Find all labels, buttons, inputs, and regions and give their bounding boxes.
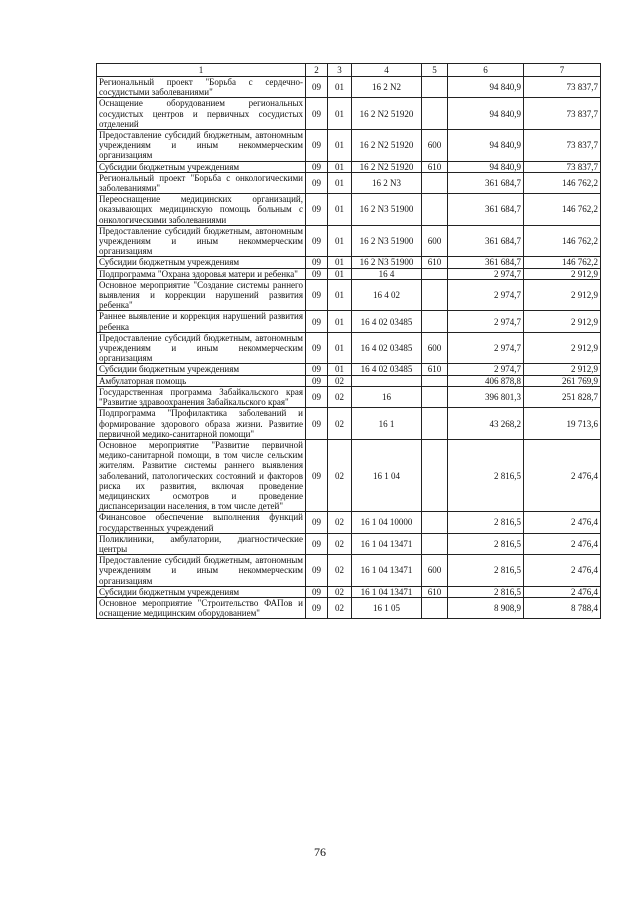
target-article-cell: 16 1 04: [352, 439, 422, 511]
subsection-cell: 01: [328, 161, 352, 172]
section-cell: 09: [306, 597, 328, 618]
row-name-cell: Предоставление субсидий бюджетным, автономным учреждениям и иным некоммерческим организациям: [97, 332, 306, 364]
row-name-cell: Субсидии бюджетным учреждениям: [97, 257, 306, 268]
table-row: [97, 512, 601, 533]
amount-cell: 2 476,4: [524, 439, 601, 511]
section-cell: 09: [306, 268, 328, 279]
table-row: [97, 332, 601, 364]
table-row: [97, 533, 601, 554]
row-name-cell: Региональный проект "Борьба с онкологическими заболеваниями": [97, 172, 306, 193]
expense-type-cell: [422, 172, 448, 193]
table-row: [97, 375, 601, 386]
subsection-cell: 01: [328, 172, 352, 193]
target-article-cell: 16 1: [352, 408, 422, 440]
amount-cell: 2 816,5: [448, 586, 524, 597]
row-name-cell: Региональный проект "Борьба с сердечно-сосудистыми заболеваниями": [97, 77, 306, 98]
amount-cell: 2 912,9: [524, 279, 601, 311]
amount-cell: 2 912,9: [524, 311, 601, 332]
subsection-cell: 01: [328, 77, 352, 98]
col-header: 1: [97, 64, 306, 77]
section-cell: 09: [306, 172, 328, 193]
row-name-cell: Подпрограмма "Профилактика заболеваний и формирование здорового образа жизни. Развитие первичной медико-санитарной помощи": [97, 408, 306, 440]
amount-cell: 2 912,9: [524, 332, 601, 364]
col-header: 7: [524, 64, 601, 77]
amount-cell: 396 801,3: [448, 386, 524, 407]
section-cell: 09: [306, 279, 328, 311]
target-article-cell: 16 2 N3 51900: [352, 225, 422, 257]
section-cell: 09: [306, 375, 328, 386]
amount-cell: 94 840,9: [448, 130, 524, 162]
subsection-cell: 01: [328, 225, 352, 257]
table-row: [97, 161, 601, 172]
subsection-cell: 02: [328, 408, 352, 440]
target-article-cell: 16 2 N2: [352, 77, 422, 98]
expense-type-cell: 610: [422, 161, 448, 172]
amount-cell: 2 476,4: [524, 555, 601, 587]
amount-cell: 94 840,9: [448, 98, 524, 130]
amount-cell: 2 816,5: [448, 512, 524, 533]
section-cell: 09: [306, 130, 328, 162]
amount-cell: 43 268,2: [448, 408, 524, 440]
expense-type-cell: 600: [422, 555, 448, 587]
row-name-cell: Субсидии бюджетным учреждениям: [97, 364, 306, 375]
amount-cell: 73 837,7: [524, 98, 601, 130]
row-name-cell: Поликлиники, амбулатории, диагностические центры: [97, 533, 306, 554]
section-cell: 09: [306, 586, 328, 597]
subsection-cell: 01: [328, 364, 352, 375]
row-name-cell: Раннее выявление и коррекция нарушений развития ребенка: [97, 311, 306, 332]
expense-type-cell: [422, 194, 448, 226]
amount-cell: 361 684,7: [448, 172, 524, 193]
section-cell: 09: [306, 364, 328, 375]
section-cell: 09: [306, 512, 328, 533]
section-cell: 09: [306, 161, 328, 172]
expense-type-cell: 600: [422, 332, 448, 364]
amount-cell: 2 816,5: [448, 555, 524, 587]
section-cell: 09: [306, 98, 328, 130]
table-row: [97, 279, 601, 311]
amount-cell: 94 840,9: [448, 77, 524, 98]
amount-cell: 146 762,2: [524, 257, 601, 268]
amount-cell: 361 684,7: [448, 257, 524, 268]
expense-type-cell: [422, 311, 448, 332]
target-article-cell: 16: [352, 386, 422, 407]
subsection-cell: 01: [328, 279, 352, 311]
amount-cell: 73 837,7: [524, 77, 601, 98]
row-name-cell: Основное мероприятие "Строительство ФАПов и оснащение медицинским оборудованием": [97, 597, 306, 618]
target-article-cell: 16 2 N2 51920: [352, 130, 422, 162]
expense-type-cell: [422, 268, 448, 279]
expense-type-cell: [422, 408, 448, 440]
target-article-cell: 16 2 N3 51900: [352, 194, 422, 226]
amount-cell: 361 684,7: [448, 225, 524, 257]
subsection-cell: 01: [328, 130, 352, 162]
table-row: [97, 597, 601, 618]
budget-table: [96, 63, 601, 619]
col-header: 6: [448, 64, 524, 77]
subsection-cell: 02: [328, 439, 352, 511]
col-header: 3: [328, 64, 352, 77]
target-article-cell: 16 4: [352, 268, 422, 279]
table-row: [97, 311, 601, 332]
subsection-cell: 02: [328, 375, 352, 386]
expense-type-cell: [422, 512, 448, 533]
row-name-cell: Оснащение оборудованием региональных сосудистых центров и первичных сосудистых отделений: [97, 98, 306, 130]
amount-cell: 406 878,8: [448, 375, 524, 386]
row-name-cell: Переоснащение медицинских организаций, оказывающих медицинскую помощь больным с онкологическими заболеваниями: [97, 194, 306, 226]
table-row: [97, 268, 601, 279]
row-name-cell: Предоставление субсидий бюджетным, автономным учреждениям и иным некоммерческим организациям: [97, 130, 306, 162]
amount-cell: 251 828,7: [524, 386, 601, 407]
amount-cell: 146 762,2: [524, 194, 601, 226]
target-article-cell: [352, 375, 422, 386]
section-cell: 09: [306, 225, 328, 257]
table-row: [97, 555, 601, 587]
amount-cell: 2 974,7: [448, 268, 524, 279]
table-row: [97, 172, 601, 193]
section-cell: 09: [306, 533, 328, 554]
table-row: [97, 257, 601, 268]
expense-type-cell: [422, 597, 448, 618]
subsection-cell: 02: [328, 597, 352, 618]
amount-cell: 2 476,4: [524, 586, 601, 597]
amount-cell: 146 762,2: [524, 225, 601, 257]
target-article-cell: 16 2 N2 51920: [352, 161, 422, 172]
target-article-cell: 16 4 02: [352, 279, 422, 311]
row-name-cell: Предоставление субсидий бюджетным, автономным учреждениям и иным некоммерческим организациям: [97, 225, 306, 257]
amount-cell: 73 837,7: [524, 130, 601, 162]
subsection-cell: 02: [328, 533, 352, 554]
row-name-cell: Финансовое обеспечение выполнения функций государственных учреждений: [97, 512, 306, 533]
target-article-cell: 16 2 N2 51920: [352, 98, 422, 130]
expense-type-cell: [422, 439, 448, 511]
target-article-cell: 16 1 04 13471: [352, 586, 422, 597]
expense-type-cell: [422, 77, 448, 98]
amount-cell: 2 912,9: [524, 364, 601, 375]
col-header: 4: [352, 64, 422, 77]
amount-cell: 94 840,9: [448, 161, 524, 172]
expense-type-cell: [422, 279, 448, 311]
section-cell: 09: [306, 257, 328, 268]
row-name-cell: Основное мероприятие "Создание системы раннего выявления и коррекции нарушений развития ребенка": [97, 279, 306, 311]
subsection-cell: 01: [328, 268, 352, 279]
table-row: [97, 194, 601, 226]
amount-cell: 261 769,9: [524, 375, 601, 386]
amount-cell: 2 912,9: [524, 268, 601, 279]
header-row: [97, 64, 601, 77]
amount-cell: 2 974,7: [448, 364, 524, 375]
subsection-cell: 01: [328, 311, 352, 332]
target-article-cell: 16 4 02 03485: [352, 332, 422, 364]
expense-type-cell: 600: [422, 225, 448, 257]
section-cell: 09: [306, 77, 328, 98]
section-cell: 09: [306, 408, 328, 440]
target-article-cell: 16 1 05: [352, 597, 422, 618]
table-row: [97, 225, 601, 257]
table-row: [97, 439, 601, 511]
table-row: [97, 77, 601, 98]
subsection-cell: 02: [328, 386, 352, 407]
expense-type-cell: [422, 98, 448, 130]
section-cell: 09: [306, 311, 328, 332]
table-row: [97, 386, 601, 407]
expense-type-cell: [422, 386, 448, 407]
expense-type-cell: 610: [422, 586, 448, 597]
amount-cell: 2 816,5: [448, 533, 524, 554]
amount-cell: 73 837,7: [524, 161, 601, 172]
amount-cell: 8 908,9: [448, 597, 524, 618]
amount-cell: 361 684,7: [448, 194, 524, 226]
target-article-cell: 16 2 N3 51900: [352, 257, 422, 268]
amount-cell: 2 974,7: [448, 311, 524, 332]
target-article-cell: 16 1 04 10000: [352, 512, 422, 533]
section-cell: 09: [306, 439, 328, 511]
expense-type-cell: [422, 375, 448, 386]
row-name-cell: Государственная программа Забайкальского края "Развитие здравоохранения Забайкальского края": [97, 386, 306, 407]
amount-cell: 146 762,2: [524, 172, 601, 193]
subsection-cell: 01: [328, 98, 352, 130]
table-row: [97, 586, 601, 597]
row-name-cell: Основное мероприятие "Развитие первичной медико-санитарной помощи, в том числе сельским жителям. Развитие системы раннего выявления заболеваний, патологических состояний и факторов риска их развития, включая проведение медицинских осмотров и проведение диспансеризации населения, в том числе детей": [97, 439, 306, 511]
table-row: [97, 364, 601, 375]
row-name-cell: Субсидии бюджетным учреждениям: [97, 161, 306, 172]
amount-cell: 2 974,7: [448, 279, 524, 311]
amount-cell: 2 476,4: [524, 512, 601, 533]
amount-cell: 19 713,6: [524, 408, 601, 440]
subsection-cell: 01: [328, 332, 352, 364]
subsection-cell: 01: [328, 194, 352, 226]
subsection-cell: 01: [328, 257, 352, 268]
target-article-cell: 16 1 04 13471: [352, 533, 422, 554]
amount-cell: 2 816,5: [448, 439, 524, 511]
col-header: 2: [306, 64, 328, 77]
amount-cell: 2 476,4: [524, 533, 601, 554]
expense-type-cell: [422, 533, 448, 554]
target-article-cell: 16 1 04 13471: [352, 555, 422, 587]
page-number: 76: [314, 845, 326, 859]
expense-type-cell: 600: [422, 130, 448, 162]
row-name-cell: Подпрограмма "Охрана здоровья матери и ребенка": [97, 268, 306, 279]
section-cell: 09: [306, 332, 328, 364]
amount-cell: 8 788,4: [524, 597, 601, 618]
row-name-cell: Предоставление субсидий бюджетным, автономным учреждениям и иным некоммерческим организациям: [97, 555, 306, 587]
target-article-cell: 16 2 N3: [352, 172, 422, 193]
subsection-cell: 02: [328, 586, 352, 597]
amount-cell: 2 974,7: [448, 332, 524, 364]
target-article-cell: 16 4 02 03485: [352, 311, 422, 332]
subsection-cell: 02: [328, 512, 352, 533]
target-article-cell: 16 4 02 03485: [352, 364, 422, 375]
table-row: [97, 408, 601, 440]
row-name-cell: Амбулаторная помощь: [97, 375, 306, 386]
section-cell: 09: [306, 194, 328, 226]
expense-type-cell: 610: [422, 257, 448, 268]
col-header: 5: [422, 64, 448, 77]
row-name-cell: Субсидии бюджетным учреждениям: [97, 586, 306, 597]
expense-type-cell: 610: [422, 364, 448, 375]
section-cell: 09: [306, 386, 328, 407]
subsection-cell: 02: [328, 555, 352, 587]
table-row: [97, 130, 601, 162]
table-row: [97, 98, 601, 130]
section-cell: 09: [306, 555, 328, 587]
